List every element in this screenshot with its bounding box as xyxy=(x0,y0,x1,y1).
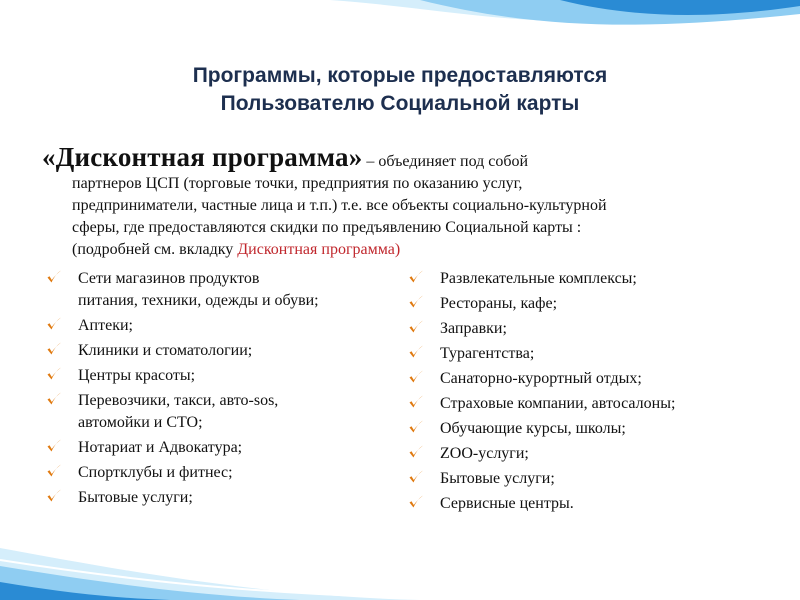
title-line-2: Пользователю Социальной карты xyxy=(220,92,580,115)
list-item-text: Обучающие курсы, школы; xyxy=(440,420,626,437)
program-name: «Дисконтная программа» xyxy=(42,142,363,172)
list-item-text: Рестораны, кафе; xyxy=(440,295,558,312)
checkmark-icon xyxy=(408,394,424,410)
intro-text-1: – объединяет под собой xyxy=(362,153,529,170)
list-item-text: Сети магазинов продуктов xyxy=(78,270,260,287)
checkmark-icon xyxy=(408,419,424,435)
right-partner-list xyxy=(402,268,782,518)
list-item-text: Бытовые услуги; xyxy=(440,470,555,487)
list-item-text: Санаторно-курортный отдых; xyxy=(440,370,642,387)
checkmark-icon xyxy=(408,294,424,310)
list-item-text: автомойки и СТО; xyxy=(78,414,203,431)
list-item-text: Центры красоты; xyxy=(78,367,196,384)
title-line-1: Программы, которые предоставляются xyxy=(192,64,608,87)
list-item xyxy=(40,487,380,509)
list-item-text: Турагентства; xyxy=(440,345,535,362)
intro-first-line xyxy=(42,142,732,173)
checkmark-icon xyxy=(46,316,62,332)
list-item-text: ZOO-услуги; xyxy=(440,445,529,462)
list-item-text: питания, техники, одежды и обуви; xyxy=(78,292,319,309)
discount-program-link[interactable]: Дисконтная программа) xyxy=(237,241,401,258)
checkmark-icon xyxy=(46,341,62,357)
intro-text-2: партнеров ЦСП (торговые точки, предприятия по оказанию услуг, xyxy=(72,175,523,192)
page-title xyxy=(0,62,800,118)
list-item xyxy=(402,293,782,315)
intro-last-line xyxy=(72,239,732,261)
checkmark-icon xyxy=(46,488,62,504)
checkmark-icon xyxy=(408,469,424,485)
list-item-text: Спортклубы и фитнес; xyxy=(78,464,233,481)
checkmark-icon xyxy=(408,269,424,285)
list-item xyxy=(40,462,380,484)
checkmark-icon xyxy=(408,444,424,460)
list-item xyxy=(402,418,782,440)
list-item xyxy=(40,390,380,434)
checkmark-icon xyxy=(408,369,424,385)
checkmark-icon xyxy=(46,438,62,454)
list-item-text: Перевозчики, такси, авто-sos, xyxy=(78,392,279,409)
intro-text-4: сферы, где предоставляются скидки по предъявлению Социальной карты : xyxy=(72,219,582,236)
list-item-text: Клиники и стоматологии; xyxy=(78,342,253,359)
list-item-text: Нотариат и Адвокатура; xyxy=(78,439,243,456)
checkmark-icon xyxy=(408,494,424,510)
list-item xyxy=(40,315,380,337)
list-item xyxy=(40,268,380,312)
list-item-text: Страховые компании, автосалоны; xyxy=(440,395,676,412)
intro-text-5: (подробней см. вкладку xyxy=(72,241,238,258)
list-item xyxy=(402,493,782,515)
list-item xyxy=(402,443,782,465)
list-item xyxy=(40,340,380,362)
checkmark-icon xyxy=(408,344,424,360)
intro-paragraph xyxy=(42,142,732,261)
list-item-text: Аптеки; xyxy=(78,317,133,334)
checkmark-icon xyxy=(408,319,424,335)
list-item-text: Сервисные центры. xyxy=(440,495,574,512)
intro-text-3: предприниматели, частные лица и т.п.) т.е. все объекты социально-культурной xyxy=(72,197,607,214)
list-item xyxy=(402,393,782,415)
list-item-text: Заправки; xyxy=(440,320,507,337)
list-item xyxy=(402,318,782,340)
left-partner-list xyxy=(40,268,380,512)
list-item xyxy=(402,468,782,490)
checkmark-icon xyxy=(46,391,62,407)
list-item-text: Бытовые услуги; xyxy=(78,489,193,506)
list-item xyxy=(40,437,380,459)
list-item-text: Развлекательные комплексы; xyxy=(440,270,637,287)
list-item xyxy=(402,368,782,390)
list-item xyxy=(402,343,782,365)
list-item xyxy=(402,268,782,290)
list-item xyxy=(40,365,380,387)
checkmark-icon xyxy=(46,269,62,285)
checkmark-icon xyxy=(46,366,62,382)
checkmark-icon xyxy=(46,463,62,479)
